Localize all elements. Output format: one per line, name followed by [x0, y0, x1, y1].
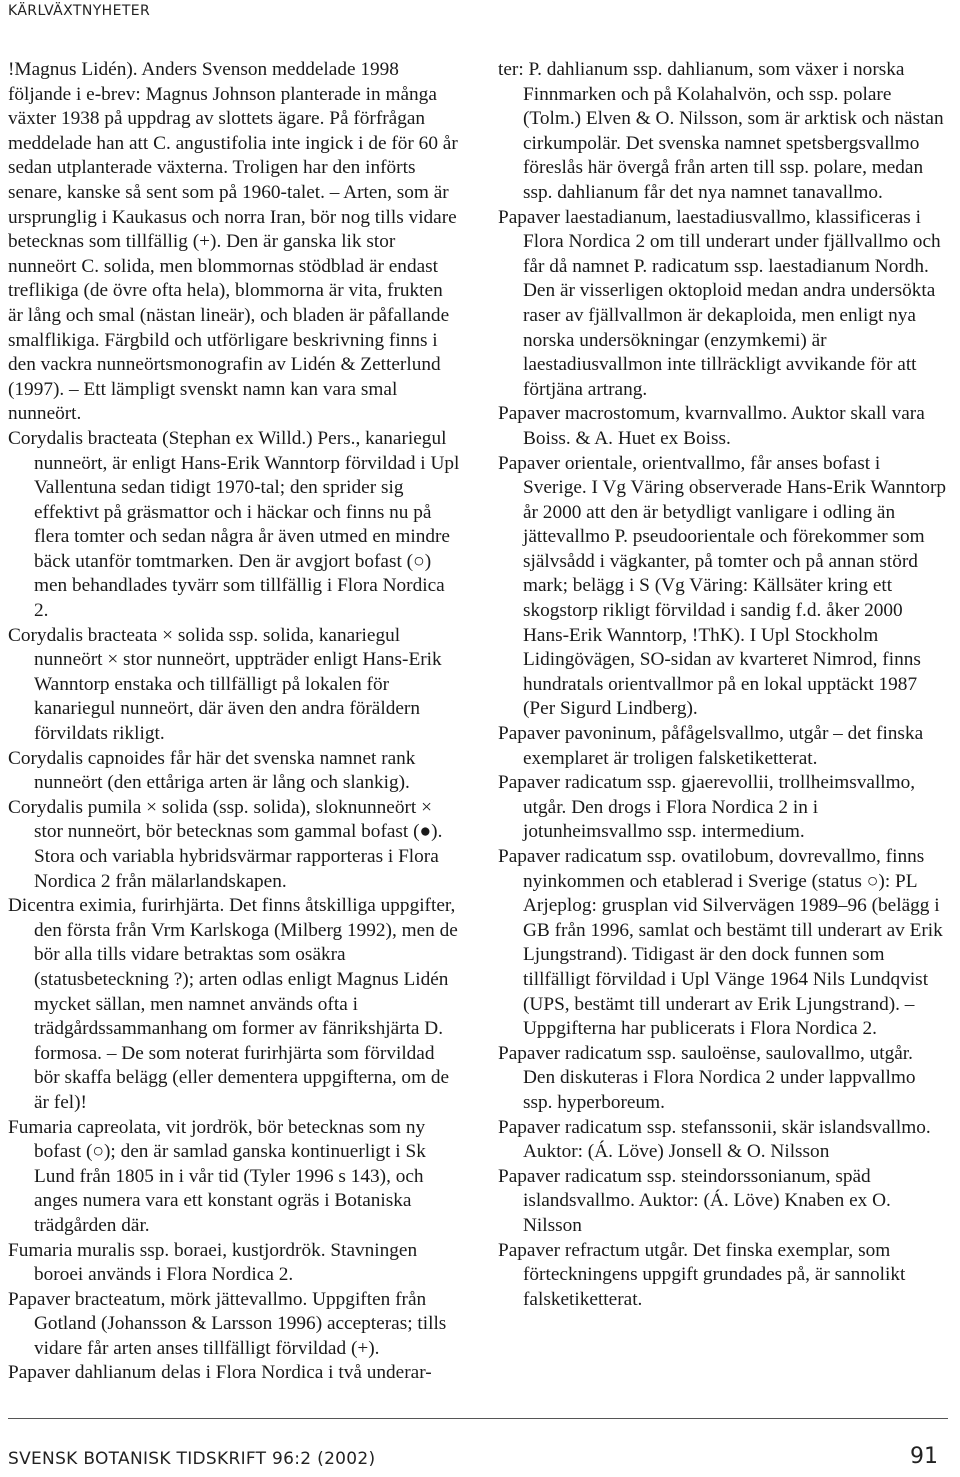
right-column	[498, 58, 948, 1312]
species-entry: Papaver orientale, orientvallmo, får anses bofast i Sverige. I Vg Väring observerade Hans-Erik Wanntorp år 2000 att den är betydligt vanligare i odling än jättevallmo P. pseudoorientale och förekommer som självsådd i vägkanter, på tomter och på annan störd mark; belägg i S (Vg Väring: Källsäter kring ett skogstorp rikligt förvildad i sandig f.d. åker 2000 Hans-Erik Wanntorp, !ThK). I Upl Stockholm Lidingövägen, SO-sidan av kvarteret Nimrod, finns hundratals orientvallmor på en lokal upptäckt 1987 (Per Sigurd Lindberg).	[498, 452, 947, 720]
species-entry: Papaver macrostomum, kvarnvallmo. Auktor skall vara Boiss. & A. Huet ex Boiss.	[498, 403, 925, 449]
species-entry: Papaver radicatum ssp. ovatilobum, dovrevallmo, finns nyinkommen och etablerad i Sverige (status ○): PL Arjeplog: grusplan vid Silvervägen 1989–96 (belägg i GB från 1996, samlat och bestämt till underart av Erik Ljungstrand). Tidigast är den dock funnen som tillfälligt förvildad i Upl Vänge 1964 Nils Lundqvist (UPS, bestämt till underart av Erik Ljungstrand). – Uppgifterna har publicerats i Flora Nordica 2.	[498, 846, 943, 1040]
species-entry: Corydalis bracteata × solida ssp. solida, kanariegul nunneört × stor nunneört, uppträder enligt Hans-Erik Wanntorp enstaka och tillfälligt på lokalen för kanariegul nunneört, där även den andra föräldern förvildats rikligt.	[8, 624, 442, 745]
species-entry: Papaver radicatum ssp. sauloënse, saulovallmo, utgår. Den diskuteras i Flora Nordica 2 under lappvallmo ssp. hyperboreum.	[498, 1042, 916, 1113]
paragraph-continued: ter: P. dahlianum ssp. dahlianum, som växer i norska Finnmarken och på Kolahalvön, och ssp. polare (Tolm.) Elven & O. Nilsson, som är arktisk och nästan cirkumpolär. Det svenska namnet spetsbergsvallmo föreslås här övergå från arten till ssp. polare, medan ssp. dahlianum får det nya namnet tanavallmo.	[498, 59, 944, 203]
page-number: 91	[910, 1444, 938, 1469]
species-entry: Papaver laestadianum, laestadiusvallmo, klassificeras i Flora Nordica 2 om till underart under fjällvallmo och får då namnet P. radicatum ssp. laestadianum Nordh. Den är visserligen oktoploid medan andra undersökta raser av fjällvallmon är dekaploida, men enligt nya norska undersökningar (enzymkemi) är laestadiusvallmon inte tillräckligt avvikande för att förtjäna artrang.	[498, 206, 941, 400]
species-entry: Papaver radicatum ssp. steindorssonianum, späd islandsvallmo. Auktor: (Á. Löve) Knaben ex O. Nilsson	[498, 1165, 891, 1236]
footer-divider	[8, 1418, 948, 1419]
species-entry: Papaver bracteatum, mörk jättevallmo. Uppgiften från Gotland (Johansson & Larsson 1996) accepteras; tills vidare får arten anses tillfälligt förvildad (+).	[8, 1288, 447, 1359]
species-entry: Papaver dahlianum delas i Flora Nordica i två underar-	[8, 1362, 432, 1384]
species-entry: Corydalis capnoides får här det svenska namnet rank nunneört (den ettåriga arten är lång och slankig).	[8, 747, 416, 794]
running-title: KÄRLVÄXTNYHETER	[8, 3, 151, 19]
species-entry: Corydalis bracteata (Stephan ex Willd.) Pers., kanariegul nunneört, är enligt Hans-Erik Wanntorp förvildad i Upl Vallentuna sedan tidigt 1970-tal; den sprider sig effektivt på gräsmattor och i häckar och finns nu på flera tomter och sedan några år även utmed en mindre bäck utanför tomtmarken. Den är avgjort bofast (○) men behandlades tyvärr som tillfällig i Flora Nordica 2.	[8, 427, 460, 622]
species-entry: Papaver pavoninum, påfågelsvallmo, utgår – det finska exemplaret är troligen falsketiketterat.	[498, 723, 924, 769]
left-column	[8, 58, 460, 1386]
species-entry: Papaver radicatum ssp. stefanssonii, skär islandsvallmo. Auktor: (Á. Löve) Jonsell & O. Nilsson	[498, 1116, 931, 1163]
journal-title: SVENSK BOTANISK TIDSKRIFT 96:2 (2002)	[8, 1449, 376, 1469]
species-entry: Papaver radicatum ssp. gjaerevollii, trollheimsvallmo, utgår. Den drogs i Flora Nordica 2 in i jotunheimsvallmo ssp. intermedium.	[498, 772, 916, 843]
species-entry: Fumaria capreolata, vit jordrök, bör betecknas som ny bofast (○); den är samlad ganska kontinuerligt i Sk Lund från 1805 in i vår tid (Tyler 1996 s 143), och anges numera vara ett konstant ogräs i Botaniska trädgården där.	[8, 1116, 426, 1236]
species-entry: Dicentra eximia, furirhjärta. Det finns åtskilliga uppgifter, den första från Vrm Karlskoga (Milberg 1992), men de bör alla tills vidare betraktas som osäkra (statusbeteckning ?); arten odlas enligt Magnus Lidén mycket sällan, men namnet används ofta i trädgårdssammanhang om former av fänrikshjärta D. formosa. – De som noterat furirhjärta som förvildad bör skaffa belägg (eller dementera uppgifterna, om de är fel)!	[8, 895, 458, 1113]
species-entry: Corydalis pumila × solida (ssp. solida), sloknunneört × stor nunneört, bör betecknas som gammal bofast (●). Stora och variabla hybridsvärmar rapporteras i Flora Nordica 2 från mälarlandskapen.	[8, 796, 443, 892]
species-entry: Papaver refractum utgår. Det finska exemplar, som förteckningens uppgift grundades på, är sannolikt falsketiketterat.	[498, 1239, 906, 1310]
paragraph-continued: !Magnus Lidén). Anders Svenson meddelade 1998 följande i e-brev: Magnus Johnson planterade in många växter 1938 på uppdrag av slottets ägare. På förfrågan meddelade han att C. angustifolia inte ingick i de för 60 år sedan utplanterade växterna. Troligen har den införts senare, kanske så sent som på 1960-talet. – Arten, som är ursprunglig i Kaukasus och norra Iran, bör nog tills vidare betecknas som tillfällig (+). Den är ganska lik stor nunneört C. solida, men blommornas stödblad är endast treflikiga (de övre ofta hela), blommorna är vita, frukten är lång och smal (nästan lineär), och bladen är påfallande smalflikiga. Färgbild och utförligare beskrivning finns i den vackra nunneörtsmonografin av Lidén & Zetterlund (1997). – Ett lämpligt svenskt namn kan vara smal nunneört.	[8, 59, 458, 425]
species-entry: Fumaria muralis ssp. boraei, kustjordrök. Stavningen boroei används i Flora Nordica 2.	[8, 1239, 418, 1286]
